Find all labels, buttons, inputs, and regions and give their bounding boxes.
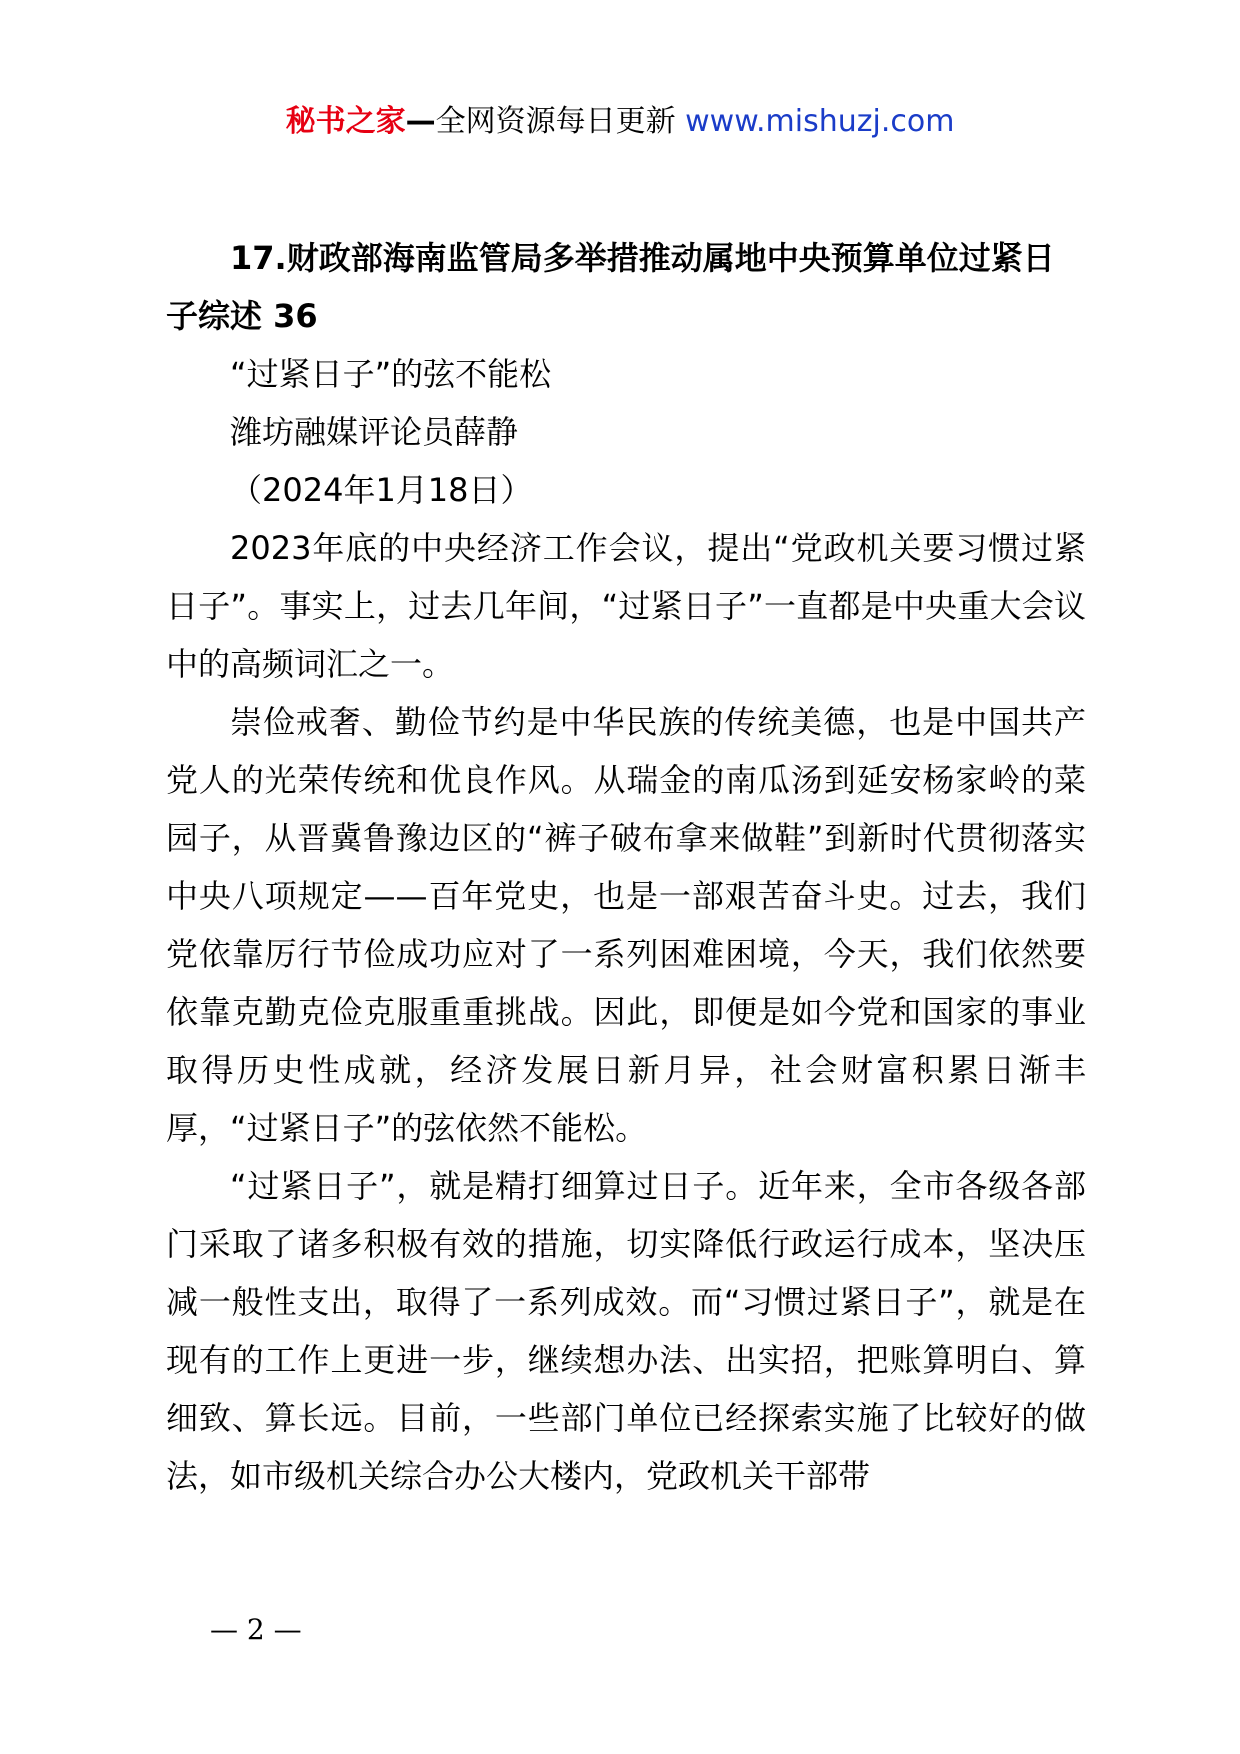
document-body (166, 229, 1086, 1505)
article-author: 潍坊融媒评论员薛静 (230, 413, 519, 451)
header-dash: — (405, 104, 436, 139)
article-subtitle: “过紧日子”的弦不能松 (230, 355, 552, 393)
site-brand: 秘书之家 (285, 104, 406, 139)
document-title: 17.财政部海南监管局多举措推动属地中央预算单位过紧日子综述 36 (166, 239, 1055, 335)
site-url-link[interactable]: www.mishuzj.com (685, 104, 955, 139)
article-date: （2024年1月18日） (230, 471, 533, 509)
site-slogan: 全网资源每日更新 (435, 104, 686, 139)
paragraph: 崇俭戒奢、勤俭节约是中华民族的传统美德，也是中国共产党人的光荣传统和优良作风。从瑞金的南瓜汤到延安杨家岭的菜园子，从晋冀鲁豫边区的“裤子破布拿来做鞋”到新时代贯彻落实中央八项规定——百年党史，也是一部艰苦奋斗史。过去，我们党依靠厉行节俭成功应对了一系列困难困境，今天，我们依然要依靠克勤克俭克服重重挑战。因此，即便是如今党和国家的事业取得历史性成就，经济发展日新月异，社会财富积累日渐丰厚，“过紧日子”的弦依然不能松。 (166, 703, 1086, 1147)
page-number: — 2 — (210, 1613, 302, 1646)
paragraph: “过紧日子”，就是精打细算过日子。近年来，全市各级各部门采取了诸多积极有效的措施，切实降低行政运行成本，坚决压减一般性支出，取得了一系列成效。而“习惯过紧日子”，就是在现有的工作上更进一步，继续想办法、出实招，把账算明白、算细致、算长远。目前，一些部门单位已经探索实施了比较好的做法，如市级机关综合办公大楼内，党政机关干部带 (166, 1167, 1086, 1495)
paragraph: 2023年底的中央经济工作会议，提出“党政机关要习惯过紧日子”。事实上，过去几年间，“过紧日子”一直都是中央重大会议中的高频词汇之一。 (166, 529, 1086, 683)
site-header (0, 102, 1240, 142)
